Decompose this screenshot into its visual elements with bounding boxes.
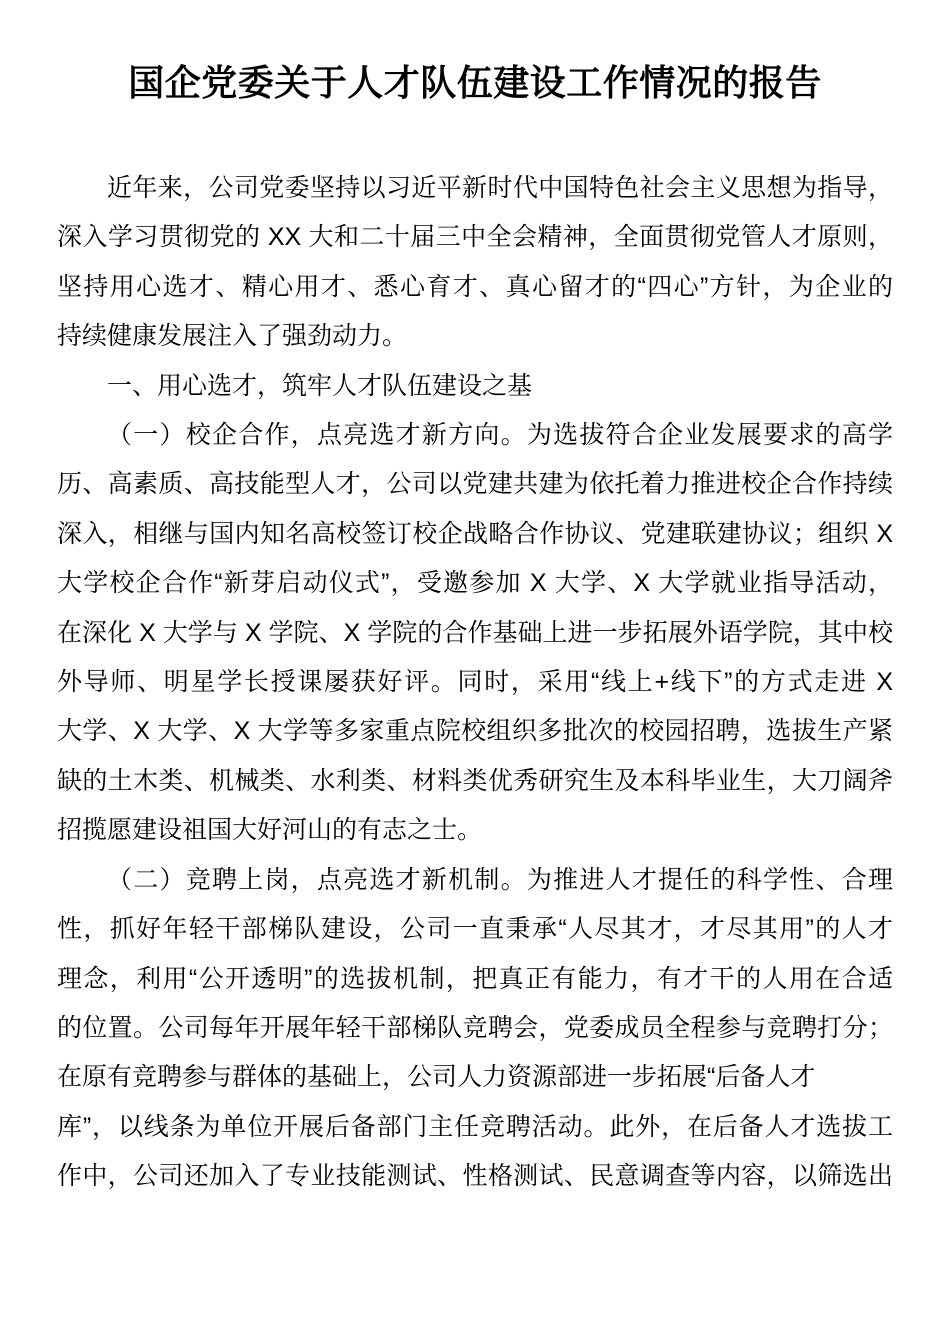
text-line: 历、高素质、高技能型人才，公司以党建共建为依托着力推进校企合作持续 [57, 470, 893, 499]
text-line: 在原有竞聘参与群体的基础上，公司人力资源部进一步拓展“后备人才 [57, 1063, 816, 1092]
text-line: 深入，相继与国内知名高校签订校企战略合作协议、党建联建协议；组织 X [57, 519, 893, 548]
document-title: 国企党委关于人才队伍建设工作情况的报告 [128, 62, 822, 103]
text-line: 性，抓好年轻干部梯队建设，公司一直秉承“人尽其才，才尽其用”的人才 [57, 915, 893, 944]
heading-block [57, 362, 893, 411]
text-line: 近年来，公司党委坚持以习近平新时代中国特色社会主义思想为指导， [107, 174, 893, 202]
text-line: 理念，利用“公开透明”的选拔机制，把真正有能力，有才干的人用在合适 [57, 964, 893, 993]
text-line: 作中，公司还加入了专业技能测试、性格测试、民意调查等内容，以筛选出 [57, 1162, 893, 1191]
text-line: 大学校企合作“新芽启动仪式”，受邀参加 X 大学、X 大学就业指导活动， [57, 569, 893, 598]
text-line: 大学、X 大学、X 大学等多家重点院校组织多批次的校园招聘，选拔生产紧 [57, 717, 893, 746]
text-line: （二）竞聘上岗，点亮选才新机制。为推进人才提任的科学性、合理 [107, 865, 893, 894]
paragraph-block [57, 411, 893, 856]
text-line: 在深化 X 大学与 X 学院、X 学院的合作基础上进一步拓展外语学院，其中校 [57, 618, 893, 647]
paragraph-block [57, 164, 893, 362]
text-line: 的位置。公司每年开展年轻干部梯队竞聘会，党委成员全程参与竞聘打分； [57, 1013, 893, 1042]
document-body [57, 164, 893, 1202]
text-line: 持续健康发展注入了强劲动力。 [57, 322, 408, 351]
text-line: （一）校企合作，点亮选才新方向。为选拔符合企业发展要求的高学 [107, 421, 893, 450]
text-line: 招揽愿建设祖国大好河山的有志之士。 [57, 816, 483, 845]
text-line: 外导师、明星学长授课屡获好评。同时，采用“线上+线下”的方式走进 X [57, 668, 893, 697]
paragraph-block [57, 856, 893, 1202]
text-line: 库”，以线条为单位开展后备部门主任竞聘活动。此外，在后备人才选拔工 [57, 1112, 893, 1141]
text-line: 一、用心选才，筑牢人才队伍建设之基 [107, 371, 533, 400]
text-line: 深入学习贯彻党的 XX 大和二十届三中全会精神，全面贯彻党管人才原则， [57, 223, 893, 252]
text-line: 缺的土木类、机械类、水利类、材料类优秀研究生及本科毕业生，大刀阔斧 [57, 766, 893, 795]
text-line: 坚持用心选才、精心用才、悉心育才、真心留才的“四心”方针，为企业的 [57, 272, 893, 301]
